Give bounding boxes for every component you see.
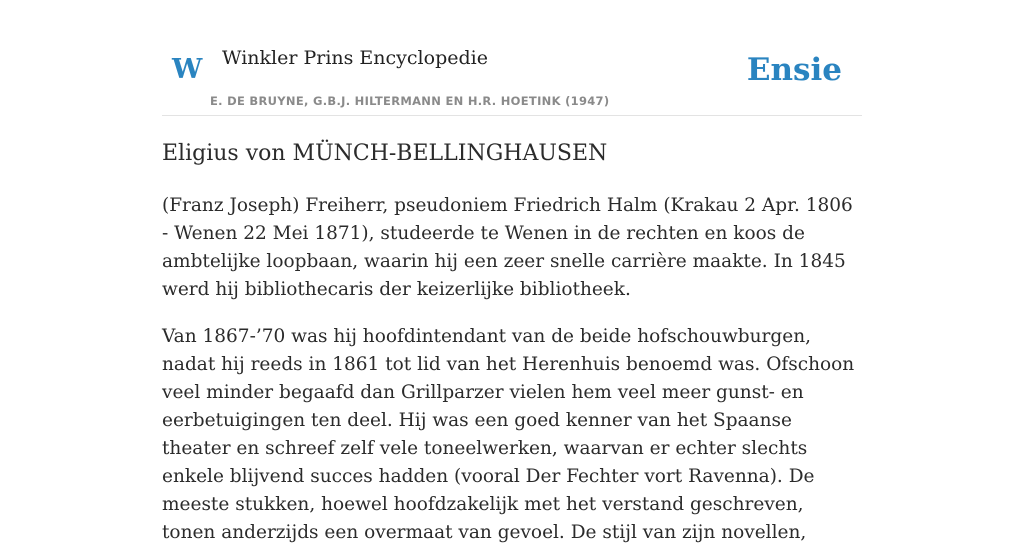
- article: [162, 138, 862, 547]
- publication-logo[interactable]: W: [172, 54, 203, 85]
- publication-authors: E. DE BRUYNE, G.B.J. HILTERMANN EN H.R. HOETINK (1947): [210, 94, 610, 108]
- publication-header: [162, 40, 862, 116]
- article-title: Eligius von MÜNCH-BELLINGHAUSEN: [162, 141, 608, 166]
- ensie-logo[interactable]: Ensie: [746, 52, 842, 88]
- article-paragraph: (Franz Joseph) Freiherr, pseudoniem Friedrich Halm (Krakau 2 Apr. 1806 - Wenen 22 Mei 1871), studeerde te Wenen in de rechten en koos de ambtelijke loopbaan, waarin hij een zeer snelle carrière maakte. In 1845 werd hij bibliothecaris der keizerlijke bibliotheek.: [162, 195, 853, 300]
- publication-title[interactable]: Winkler Prins Encyclopedie: [222, 47, 488, 69]
- article-paragraph: Van 1867-’70 was hij hoofdintendant van de beide hofschouwburgen, nadat hij reeds in 1861 tot lid van het Herenhuis benoemd was. Ofschoon veel minder begaafd dan Grillparzer vielen hem veel meer gunst- en eerbetuigingen ten deel. Hij was een goed kenner van het Spaanse theater en schreef zelf vele toneelwerken, waarvan er echter slechts enkele blijvend succes hadden (vooral Der Fechter vort Ravenna). De meeste stukken, hoewel hoofdzakelijk met het verstand geschreven, tonen anderzijds een overmaat van gevoel. De stijl van zijn novellen,: [162, 326, 855, 543]
